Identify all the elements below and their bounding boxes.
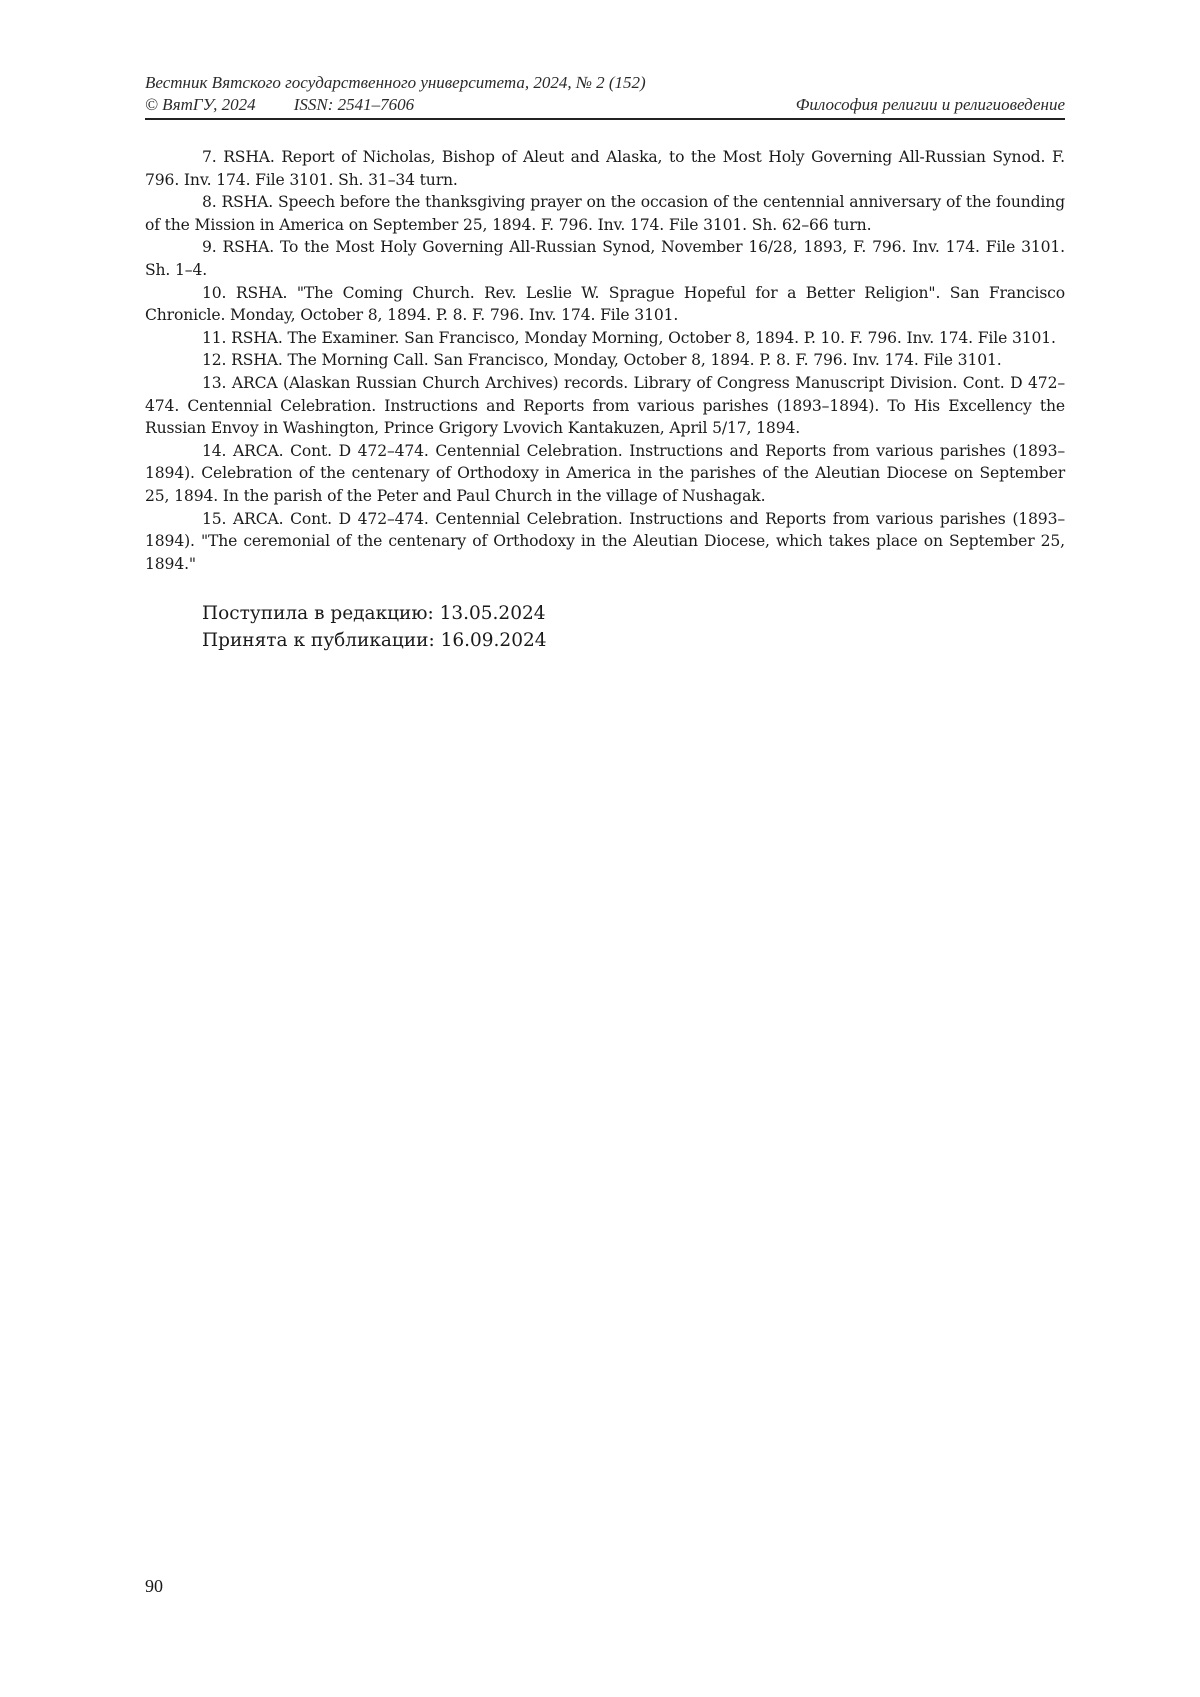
reference-item: 14. ARCA. Cont. D 472–474. Centennial Celebration. Instructions and Reports from various parishes (1893–1894). Celebration of the centenary of Orthodoxy in America in the parishes of the Aleutian Diocese on September 25, 1894. In the parish of the Peter and Paul Church in the village of Nushagak. (145, 441, 1065, 505)
reference-item: 7. RSHA. Report of Nicholas, Bishop of Aleut and Alaska, to the Most Holy Governing All-Russian Synod. F. 796. Inv. 174. File 3101. Sh. 31–34 turn. (145, 148, 1065, 189)
reference-item: 8. RSHA. Speech before the thanksgiving prayer on the occasion of the centennial anniversary of the founding of the Mission in America on September 25, 1894. F. 796. Inv. 174. File 3101. Sh. 62–66 turn. (145, 193, 1065, 234)
received-date: Поступила в редакцию: 13.05.2024 (202, 603, 546, 624)
reference-item: 15. ARCA. Cont. D 472–474. Centennial Celebration. Instructions and Reports from various parishes (1893–1894). "The ceremonial of the centenary of Orthodoxy in the Aleutian Diocese, which takes place on September 25, 1894." (145, 509, 1065, 573)
reference-item: 11. RSHA. The Examiner. San Francisco, Monday Morning, October 8, 1894. P. 10. F. 796. Inv. 174. File 3101. (202, 328, 1056, 347)
reference-item: 10. RSHA. "The Coming Church. Rev. Leslie W. Sprague Hopeful for a Better Religion". San Francisco Chronicle. Monday, October 8, 1894. P. 8. F. 796. Inv. 174. File 3101. (145, 283, 1065, 325)
reference-item: 12. RSHA. The Morning Call. San Francisco, Monday, October 8, 1894. P. 8. F. 796. Inv. 174. File 3101. (202, 351, 1002, 370)
section-title: Философия религии и религиоведение (795, 95, 1065, 114)
header-left (145, 94, 414, 116)
reference-list (145, 146, 1065, 575)
publication-dates (202, 600, 547, 654)
running-header (145, 72, 1065, 116)
journal-title: Вестник Вятского государственного университета, 2024, № 2 (152) (145, 73, 646, 92)
accepted-date: Принята к публикации: 16.09.2024 (202, 630, 547, 651)
copyright: © ВятГУ, 2024 (145, 95, 256, 114)
page-number: 90 (145, 1576, 163, 1596)
reference-item: 9. RSHA. To the Most Holy Governing All-Russian Synod, November 16/28, 1893, F. 796. Inv. 174. File 3101. Sh. 1–4. (145, 238, 1065, 279)
header-divider (145, 118, 1065, 120)
issn: ISSN: 2541–7606 (293, 95, 415, 114)
reference-item: 13. ARCA (Alaskan Russian Church Archives) records. Library of Congress Manuscript Division. Cont. D 472–474. Centennial Celebration. Instructions and Reports from various parishes (1893–1894). To His Excellency the Russian Envoy in Washington, Prince Grigory Lvovich Kantakuzen, April 5/17, 1894. (145, 373, 1065, 438)
